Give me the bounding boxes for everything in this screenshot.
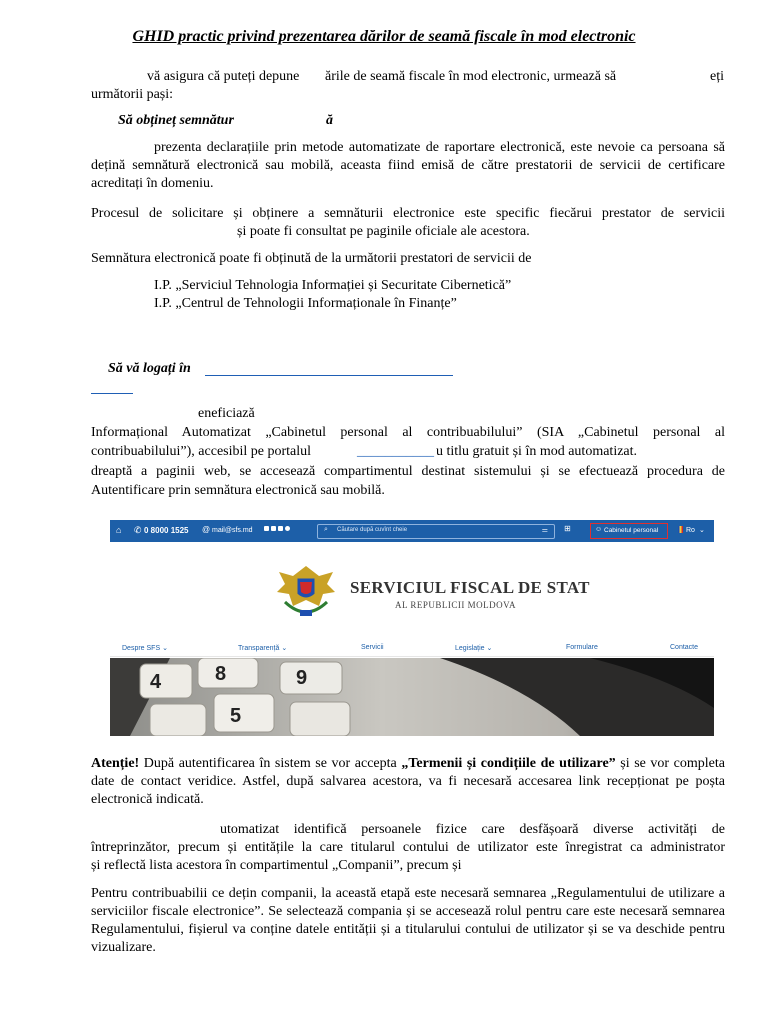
grid-icon[interactable]: ⊞	[564, 524, 571, 533]
coat-of-arms-logo	[273, 562, 339, 620]
sliders-icon[interactable]: ⚌	[541, 527, 548, 534]
moldova-flag-icon	[678, 526, 683, 533]
keypad-digit-5: 5	[230, 705, 242, 727]
nav-item-despre[interactable]	[122, 644, 168, 652]
home-icon[interactable]: ⌂	[116, 525, 122, 535]
chevron-down-icon: ⌄	[699, 527, 705, 534]
website-screenshot	[110, 520, 714, 736]
social-icon-3[interactable]	[278, 526, 283, 531]
portal-link-blank[interactable]: ___________	[357, 444, 434, 459]
nav-item-transparenta[interactable]	[238, 644, 287, 652]
organization-name: SERVICIUL FISCAL DE STAT	[350, 578, 590, 597]
section3-line1: utomatizat identifică persoanele fizice care desfășoară diverse activități de	[220, 822, 725, 837]
banner-photo	[110, 658, 714, 736]
nav-item-servicii[interactable]: Servicii	[361, 644, 384, 651]
cabinet-label: Cabinetul personal	[604, 527, 659, 534]
nav-item-contacte[interactable]: Contacte	[670, 644, 699, 651]
notice-paragraph	[91, 755, 725, 809]
language-selector[interactable]: Ro	[686, 527, 695, 534]
website-topbar	[110, 520, 714, 542]
nav-item-legislatie[interactable]	[455, 644, 492, 652]
social-icon-1[interactable]	[264, 526, 269, 531]
section2-heading: Să vă logați în	[108, 361, 191, 376]
section1-paragraph2-line1: Procesul de solicitare și obținere a semnăturii electronice este specific fiecărui prestator de servicii	[91, 206, 725, 221]
section2-line3b: u titlu gratuit și în mod automatizat.	[436, 444, 638, 459]
section3-line2: întreprinzător, precum și entitățile la care titularul contului de utilizator este înregistrat ca administrator	[91, 840, 725, 855]
phone-icon: ✆	[134, 525, 142, 535]
phone-number[interactable]: 0 8000 1525	[144, 526, 189, 535]
keypad-digit-9: 9	[296, 667, 308, 689]
section1-heading-end: ă	[326, 113, 333, 128]
chevron-down-icon: ⌄	[486, 645, 493, 652]
link-underline[interactable]	[205, 375, 453, 376]
section2-line5: Autentificare prin semnătura electronică sau mobilă.	[91, 483, 385, 498]
provider-item-2: I.P. „Centrul de Tehnologii Informaționale în Finanțe”	[154, 296, 457, 311]
section2-line3a: contribuabilului”), accesibil pe portalul	[91, 444, 312, 459]
notice-terms: „Termenii și condițiile de utilizare”	[401, 756, 616, 771]
email-address[interactable]: mail@sfs.md	[212, 527, 253, 534]
intro-line1-right: eți	[710, 69, 724, 84]
notice-text-a: După autentificarea în sistem se vor accepta	[143, 756, 397, 771]
cabinet-personal-button[interactable]	[590, 523, 668, 539]
intro-line1-left: vă asigura că puteți depune	[147, 69, 300, 84]
nav-divider	[110, 656, 714, 657]
section1-paragraph2-line2: și poate fi consultat pe paginile oficiale ale acestora.	[237, 224, 530, 239]
keypad-digit-8: 8	[215, 663, 227, 685]
search-icon: ⌕	[324, 526, 328, 533]
nav-label: Despre SFS	[122, 645, 161, 652]
section2-line1: eneficiază	[198, 406, 255, 421]
notice-label: Atenție!	[91, 756, 140, 771]
section1-heading: Să obțineț semnătur	[118, 113, 234, 128]
nav-label: Legislație	[455, 645, 485, 652]
intro-line1-mid: ările de seamă fiscale în mod electronic, urmează să	[325, 69, 617, 84]
chevron-down-icon: ⌄	[281, 645, 288, 652]
organization-subtitle: AL REPUBLICII MOLDOVA	[395, 600, 517, 610]
section1-paragraph1: prezenta declarațiile prin metode automatizate de raportare electronică, este nevoie ca persoana să dețină semnătură electronică sau mobilă, aceasta fiind emisă de către prestatorii de servicii de certificare acreditați în domeniu.	[91, 140, 725, 191]
section2-line4: dreaptă a paginii web, se accesează compartimentul destinat sistemului și se efectuează procedura de	[91, 464, 725, 479]
chevron-down-icon: ⌄	[162, 645, 168, 652]
site-search-input[interactable]	[317, 524, 555, 539]
link-underline-short[interactable]	[91, 393, 133, 394]
nav-item-formulare[interactable]: Formulare	[566, 644, 598, 651]
user-icon: ☺	[595, 526, 603, 533]
section2-line2: Informațional Automatizat „Cabinetul personal al contribuabilului” (SIA „Cabinetul personal al	[91, 425, 725, 440]
provider-item-1: I.P. „Serviciul Tehnologia Informației și Securitate Cibernetică”	[154, 278, 512, 293]
search-placeholder: Căutare după cuvînt cheie	[337, 527, 408, 533]
notice-text-c: și se vor completa date de contact veridice. Astfel, după salvarea acestora, va fi necesară accesarea link recepționat pe poșta electronică indicată.	[91, 756, 725, 807]
section4-paragraph: Pentru contribuabilii ce dețin companii, la această etapă este necesară semnarea „Regulamentului de utilizare a serviciilor fiscale electronice”. Se selectează compania și se accesează rolul pentru care este necesară semnarea Regulamentului, fișierul va conține datele entității și a titularului contului de utilizator și se va deschide pentru vizualizare.	[91, 886, 725, 955]
section3-line3: și reflectă lista acestora în compartimentul „Companii”, precum și	[91, 858, 462, 873]
intro-line2: următorii pași:	[91, 87, 174, 102]
at-icon: @	[202, 525, 211, 534]
section1-paragraph3: Semnătura electronică poate fi obținută de la următorii prestatori de servicii de	[91, 251, 532, 266]
nav-label: Transparență	[238, 645, 280, 652]
document-title: GHID practic privind prezentarea dărilor de seamă fiscale în mod electronic	[132, 28, 636, 45]
social-icon-4[interactable]	[285, 526, 290, 531]
keypad-digit-4: 4	[150, 671, 162, 693]
social-icon-2[interactable]	[271, 526, 276, 531]
